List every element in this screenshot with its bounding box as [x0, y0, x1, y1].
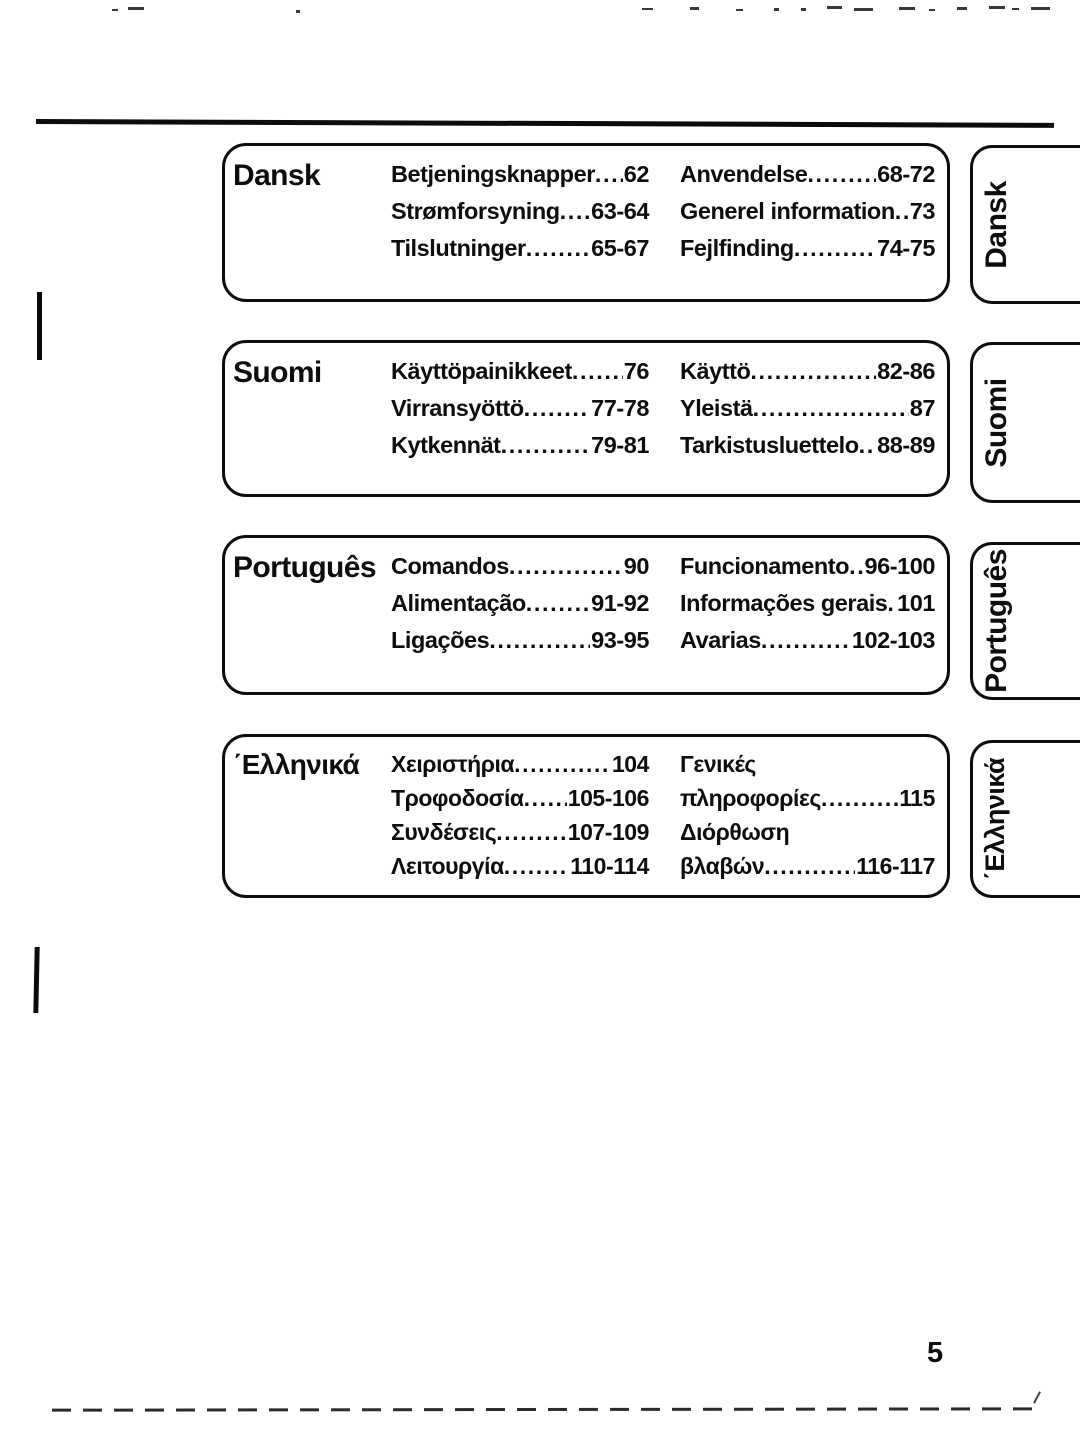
dot-leader [895, 193, 909, 230]
scan-artifact [957, 7, 967, 10]
section-box-dansk [222, 143, 950, 302]
scan-artifact [296, 10, 300, 13]
scan-artifact [827, 6, 842, 9]
entry-label: Τροφοδοσία [391, 785, 524, 811]
toc-entry [391, 390, 649, 427]
entry-pages: 63-64 [591, 198, 649, 224]
header-rule [36, 119, 1054, 128]
scan-artifact [1033, 1391, 1041, 1403]
toc-column [680, 548, 935, 659]
entry-pages: 82-86 [877, 358, 935, 384]
toc-entry [680, 585, 935, 622]
entry-label: Fejlfinding [680, 235, 794, 261]
toc-column [391, 156, 649, 267]
entry-pages: 88-89 [877, 432, 935, 458]
entry-label: Λειτουργία [391, 853, 504, 879]
toc-entry [391, 230, 649, 267]
toc-entry [391, 747, 649, 781]
entry-pages: 115 [899, 785, 935, 811]
dot-leader [526, 585, 590, 622]
toc-entry [680, 230, 935, 267]
toc-entry [391, 849, 649, 883]
dot-leader [560, 193, 590, 230]
dot-leader [859, 427, 876, 464]
toc-entry [680, 427, 935, 464]
scan-artifact [854, 8, 873, 11]
entry-pages: 90 [623, 553, 649, 579]
scan-artifact [128, 7, 144, 10]
dot-leader [524, 390, 591, 427]
entry-pages: 107-109 [567, 819, 649, 845]
tab-label: Português [980, 549, 1013, 693]
toc-entry [680, 747, 935, 781]
toc-entry [680, 353, 935, 390]
toc-entry [391, 585, 649, 622]
dot-leader [750, 353, 876, 390]
toc-column [391, 747, 649, 883]
dot-leader [761, 622, 851, 659]
entry-pages: 65-67 [591, 235, 649, 261]
entry-label: Χειριστήρια [391, 751, 515, 777]
toc-entry [391, 353, 649, 390]
entry-pages: 91-92 [591, 590, 649, 616]
scan-artifact [642, 8, 653, 10]
dot-leader [526, 230, 590, 267]
entry-pages: 93-95 [591, 627, 649, 653]
toc-entry [391, 548, 649, 585]
entry-pages: 62 [623, 161, 649, 187]
dot-leader [514, 747, 611, 781]
dot-leader [489, 622, 590, 659]
entry-label: Anvendelse [680, 161, 808, 187]
entry-pages: 73 [909, 198, 935, 224]
section-box-portugues [222, 535, 950, 695]
dot-leader [595, 156, 623, 193]
entry-label: Käyttö [680, 358, 751, 384]
entry-label: Γενικές [680, 751, 756, 777]
entry-label: Generel information [680, 198, 895, 224]
entry-label: βλαβών [680, 853, 765, 879]
scan-artifact [774, 8, 779, 11]
entry-label: Tilslutninger [391, 235, 526, 261]
scan-artifact [899, 7, 915, 10]
thumb-tab-portugues [970, 542, 1080, 700]
entry-label: Kytkennät [391, 432, 501, 458]
toc-entry [391, 622, 649, 659]
tab-label: Suomi [980, 377, 1013, 468]
entry-pages: 74-75 [877, 235, 935, 261]
dot-leader [794, 230, 876, 267]
tab-label: ΄Ελληνικά [980, 757, 1010, 881]
entry-label: Käyttöpainikkeet [391, 358, 572, 384]
dot-leader [509, 548, 623, 585]
entry-label: Betjeningsknapper [391, 161, 595, 187]
footer-rule [52, 1407, 1032, 1411]
entry-label: Ligações [391, 627, 490, 653]
dot-leader [501, 427, 591, 464]
toc-entry [391, 193, 649, 230]
entry-label: Συνδέσεις [391, 819, 497, 845]
toc-entry [680, 815, 935, 849]
scan-artifact [1012, 8, 1019, 10]
entry-label: Tarkistusluettelo [680, 432, 859, 458]
entry-pages: 77-78 [591, 395, 649, 421]
scan-artifact [929, 9, 935, 11]
dot-leader [807, 156, 876, 193]
entry-pages: 87 [909, 395, 935, 421]
entry-label: Διόρθωση [680, 819, 790, 845]
entry-label: Virransyöttö [391, 395, 524, 421]
toc-entry [391, 427, 649, 464]
toc-column [680, 353, 935, 464]
toc-entry [680, 781, 935, 815]
dot-leader [524, 781, 567, 815]
dot-leader [849, 548, 863, 585]
scan-artifact [736, 9, 743, 11]
dot-leader [753, 390, 909, 427]
thumb-tab-suomi [970, 342, 1080, 503]
scan-artifact [1031, 7, 1050, 10]
entry-label: Funcionamento [680, 553, 850, 579]
entry-label: Strømforsyning [391, 198, 560, 224]
dot-leader [504, 849, 570, 883]
scan-artifact [989, 6, 1005, 9]
entry-label: πληροφορίες [680, 785, 821, 811]
dot-leader [887, 585, 896, 622]
section-box-suomi [222, 340, 950, 497]
toc-entry [391, 156, 649, 193]
entry-pages: 105-106 [567, 785, 649, 811]
scan-artifact [112, 9, 118, 11]
toc-column [680, 747, 935, 883]
entry-pages: 110-114 [570, 853, 649, 879]
entry-pages: 76 [623, 358, 649, 384]
scan-artifact [33, 947, 39, 1013]
entry-label: Comandos [391, 553, 509, 579]
thumb-tab-dansk [970, 145, 1080, 304]
tab-label: Dansk [980, 180, 1013, 269]
toc-column [391, 548, 649, 659]
toc-entry [680, 156, 935, 193]
toc-entry [680, 548, 935, 585]
toc-column [680, 156, 935, 267]
entry-pages: 102-103 [851, 627, 935, 653]
toc-entry [391, 815, 649, 849]
entry-label: Informações gerais [680, 590, 888, 616]
section-box-ellinika [222, 734, 950, 898]
toc-entry [391, 781, 649, 815]
dot-leader [821, 781, 898, 815]
section-title: ΄Ελληνικά [233, 749, 360, 780]
entry-pages: 116-117 [856, 853, 935, 879]
toc-entry [680, 390, 935, 427]
section-title: Português [233, 551, 376, 584]
toc-column [391, 353, 649, 464]
toc-entry [680, 622, 935, 659]
section-title: Suomi [233, 356, 322, 389]
scan-artifact [801, 8, 806, 11]
section-title: Dansk [233, 159, 321, 192]
entry-label: Yleistä [680, 395, 753, 421]
toc-entry [680, 193, 935, 230]
scan-artifact [37, 292, 42, 360]
entry-pages: 101 [897, 590, 935, 616]
dot-leader [572, 353, 623, 390]
entry-label: Alimentação [391, 590, 526, 616]
dot-leader [496, 815, 566, 849]
dot-leader [764, 849, 855, 883]
thumb-tab-ellinika [970, 740, 1080, 898]
entry-pages: 104 [611, 751, 649, 777]
scan-artifact [690, 7, 699, 10]
page-number: 5 [927, 1337, 944, 1369]
entry-pages: 79-81 [591, 432, 649, 458]
toc-entry [680, 849, 935, 883]
entry-pages: 68-72 [877, 161, 935, 187]
entry-pages: 96-100 [864, 553, 935, 579]
entry-label: Avarias [680, 627, 761, 653]
